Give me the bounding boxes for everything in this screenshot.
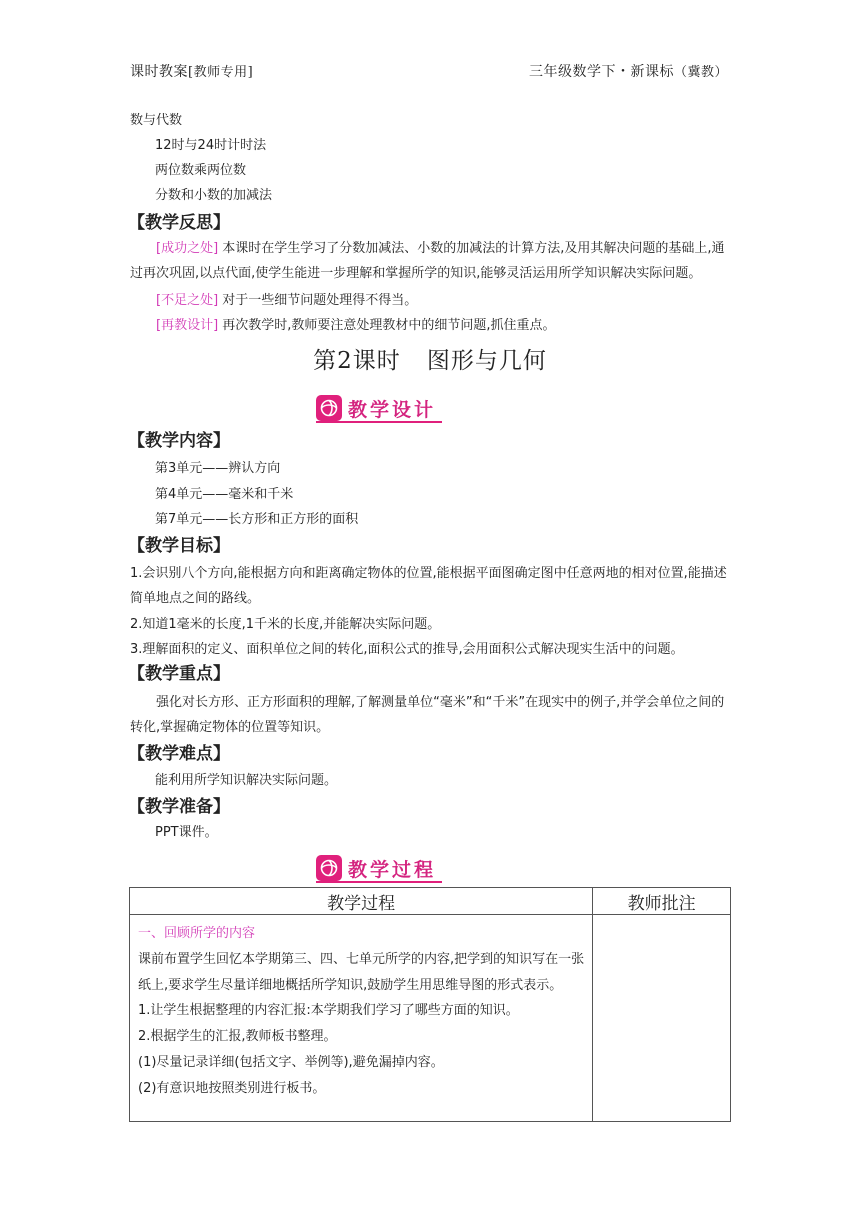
header-left-main: 课时教案 — [130, 64, 188, 80]
success-tag: [成功之处] — [156, 241, 219, 256]
notes-cell — [593, 915, 731, 1122]
goal-item-3: 3.理解面积的定义、面积单位之间的转化,面积公式的推导,会用面积公式解决现实生活中的问题。 — [130, 642, 684, 657]
header-right-main: 三年级数学下・新课标 — [528, 64, 674, 80]
prev-item-2: 两位数乘两位数 — [155, 163, 247, 178]
spiral-logo-icon — [316, 395, 342, 421]
shortfall-tag: [不足之处] — [156, 293, 219, 308]
header-left-bracket: [教师专用] — [188, 65, 254, 80]
content-item-2: 第4单元——毫米和千米 — [155, 487, 294, 502]
banner-teaching-process — [316, 851, 436, 885]
lesson-title — [0, 342, 860, 375]
reflection-shortfall — [130, 288, 730, 313]
difficulties-heading: 【教学难点】 — [128, 744, 230, 764]
process-line-4: (1)尽量记录详细(包括文字、举例等),避免漏掉内容。 — [138, 1054, 444, 1070]
header-right-bracket: （冀教） — [673, 65, 728, 80]
table-row — [130, 915, 731, 1122]
process-line-2: 1.让学生根据整理的内容汇报:本学期我们学习了哪些方面的知识。 — [138, 1003, 519, 1019]
prev-category: 数与代数 — [130, 113, 183, 128]
reflection-redesign — [130, 313, 730, 338]
process-section-title: 一、回顾所学的内容 — [138, 926, 256, 941]
banner-design-text: 教学设计 — [348, 398, 437, 421]
lesson-number: 第2课时 — [313, 348, 401, 374]
reflection-heading: 【教学反思】 — [128, 213, 230, 233]
process-line-1: 课前布置学生回忆本学期第三、四、七单元所学的内容,把学到的知识写在一张纸上,要求学生尽量详细地概括所学知识,鼓励学生用思维导图的形式表示。 — [138, 951, 585, 993]
spiral-logo-icon — [316, 855, 342, 881]
prev-item-3: 分数和小数的加减法 — [155, 188, 273, 203]
content-item-3: 第7单元——长方形和正方形的面积 — [155, 512, 359, 527]
redesign-text: 再次教学时,教师要注意处理教材中的细节问题,抓住重点。 — [222, 318, 556, 333]
prev-item-1: 12时与24时计时法 — [155, 138, 267, 153]
header-right — [529, 61, 728, 81]
banner-underline — [316, 881, 442, 883]
shortfall-text: 对于一些细节问题处理得不得当。 — [222, 293, 418, 308]
banner-teaching-design — [316, 391, 436, 425]
header-left — [130, 61, 253, 81]
process-cell — [130, 915, 593, 1122]
col-header-process: 教学过程 — [130, 888, 593, 915]
success-text: 本课时在学生学习了分数加减法、小数的加减法的计算方法,及用其解决问题的基础上,通过再次巩固,以点代面,使学生能进一步理解和掌握所学的知识,能够灵活运用所学知识解决实际问题。 — [130, 241, 725, 281]
process-table — [129, 887, 731, 1122]
key-points-heading: 【教学重点】 — [128, 664, 230, 684]
reflection-success — [130, 236, 730, 286]
goal-item-1: 1.会识别八个方向,能根据方向和距离确定物体的位置,能根据平面图确定图中任意两地的相对位置,能描述简单地点之间的路线。 — [130, 566, 727, 606]
key-points-text: 强化对长方形、正方形面积的理解,了解测量单位“毫米”和“千米”在现实中的例子,并学会单位之间的转化,掌握确定物体的位置等知识。 — [130, 695, 725, 735]
preparation-heading: 【教学准备】 — [128, 797, 230, 817]
table-header-row — [130, 888, 731, 915]
difficulties-text: 能利用所学知识解决实际问题。 — [155, 773, 338, 788]
goals-heading: 【教学目标】 — [128, 536, 230, 556]
preparation-text: PPT课件。 — [155, 825, 218, 840]
banner-process-text: 教学过程 — [348, 858, 437, 881]
content-heading: 【教学内容】 — [128, 431, 230, 451]
content-item-1: 第3单元——辨认方向 — [155, 461, 281, 476]
col-header-notes: 教师批注 — [593, 888, 731, 915]
process-line-5: (2)有意识地按照类别进行板书。 — [138, 1080, 326, 1096]
process-line-3: 2.根据学生的汇报,教师板书整理。 — [138, 1029, 337, 1045]
goal-item-2: 2.知道1毫米的长度,1千米的长度,并能解决实际问题。 — [130, 617, 441, 632]
lesson-name: 图形与几何 — [426, 348, 547, 374]
banner-underline — [316, 421, 442, 423]
redesign-tag: [再教设计] — [156, 318, 219, 333]
